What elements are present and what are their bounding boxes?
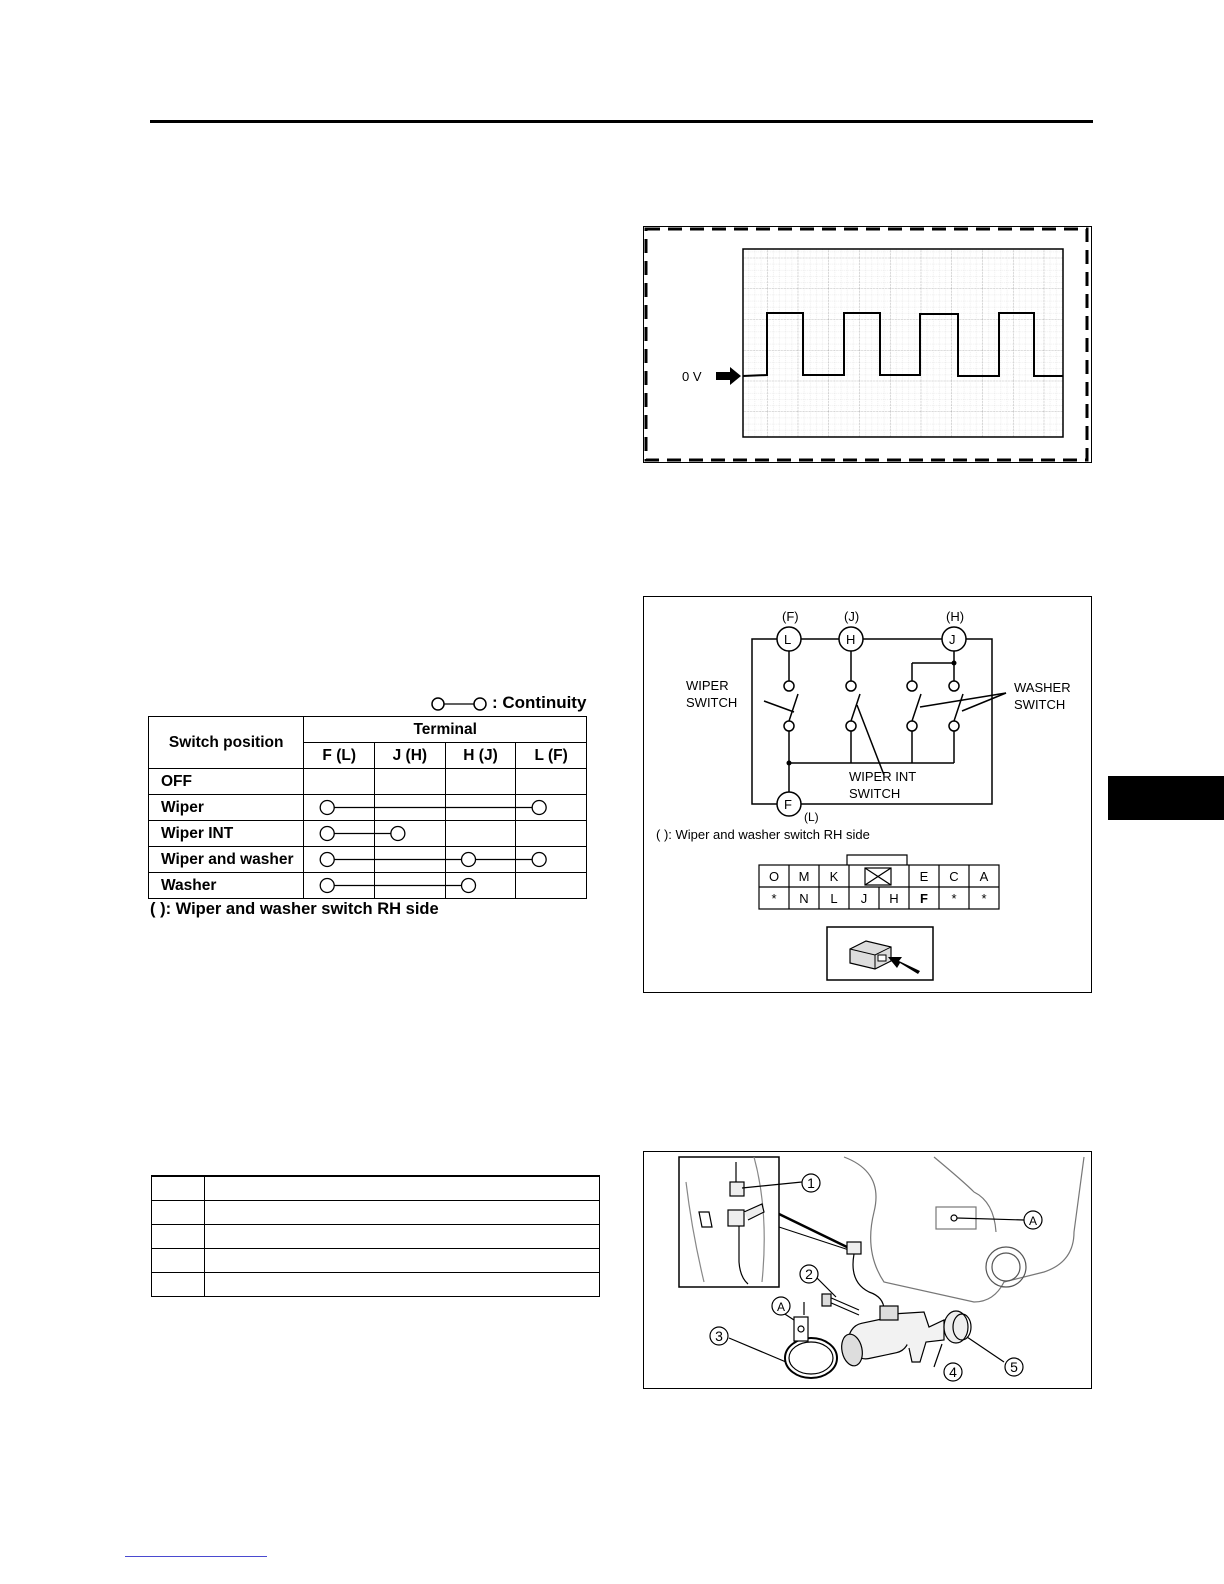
terminal-header: H (J) — [445, 743, 516, 769]
row-label: Washer — [149, 873, 304, 899]
pin-label: M — [798, 869, 810, 884]
washer-motor-svg — [644, 1152, 1091, 1388]
label-H-paren: (H) — [946, 609, 965, 624]
continuity-table — [148, 716, 587, 899]
label-J-paren: (J) — [844, 609, 860, 624]
pin-label: F — [920, 891, 928, 906]
continuity-legend — [430, 693, 586, 713]
pin-label: K — [829, 869, 839, 884]
pin-label: H — [889, 891, 899, 906]
terminal-header: F (L) — [304, 743, 375, 769]
callout-4: 4 — [949, 1364, 957, 1380]
pin-label: A — [979, 869, 989, 884]
pin-label: * — [981, 891, 987, 906]
pin-label: L — [830, 891, 838, 906]
header-switch-position: Switch position — [149, 717, 304, 769]
table-row — [149, 847, 587, 873]
switch-schematic-svg — [644, 597, 1091, 992]
terminal-header: J (H) — [375, 743, 446, 769]
label-L-paren: (L) — [804, 810, 819, 824]
wiper-int-label-1: WIPER INT — [849, 769, 917, 784]
continuity-note: ( ): Wiper and washer switch RH side — [150, 900, 439, 918]
continuity-symbol-icon — [430, 696, 492, 712]
oscilloscope-figure — [643, 226, 1092, 463]
pin-label: N — [799, 891, 809, 906]
callout-1: 1 — [807, 1175, 815, 1191]
table-row — [149, 769, 587, 795]
callout-3: 3 — [715, 1328, 723, 1344]
switch-schematic-figure — [643, 596, 1092, 993]
row-label: OFF — [149, 769, 304, 795]
washer-switch-label-2: SWITCH — [1014, 697, 1066, 712]
washer-motor-figure — [643, 1151, 1092, 1389]
connector-view-icon — [827, 927, 933, 980]
footer-link-underline[interactable] — [125, 1556, 267, 1557]
terminal-label-F: F — [784, 797, 792, 812]
connector-face — [759, 855, 999, 909]
terminal-label-J: J — [949, 632, 956, 647]
label-F-paren: (F) — [782, 609, 799, 624]
zero-volt-label: 0 V — [682, 369, 702, 384]
spec-table — [151, 1175, 600, 1297]
table-row — [152, 1225, 600, 1249]
wiper-int-label-2: SWITCH — [849, 786, 901, 801]
table-row — [149, 795, 587, 821]
pin-label: C — [949, 869, 959, 884]
header-terminal: Terminal — [304, 717, 587, 743]
terminal-label-L: L — [784, 632, 792, 647]
oscilloscope-svg — [644, 227, 1091, 462]
pin-label: J — [860, 891, 868, 906]
callout-A: A — [776, 1300, 786, 1314]
callout-5: 5 — [1010, 1359, 1018, 1375]
table-row — [152, 1273, 600, 1297]
terminal-label-H: H — [846, 632, 856, 647]
table-row — [149, 873, 587, 899]
washer-switch-label-1: WASHER — [1014, 680, 1071, 695]
row-label: Wiper and washer — [149, 847, 304, 873]
scope-grid — [743, 249, 1063, 437]
callout-A: A — [1028, 1214, 1038, 1228]
terminal-header: L (F) — [516, 743, 587, 769]
table-row — [152, 1249, 600, 1273]
pin-label: * — [771, 891, 777, 906]
table-row — [152, 1201, 600, 1225]
callout-2: 2 — [805, 1266, 813, 1282]
table-row — [152, 1176, 600, 1201]
wiper-switch-label-1: WIPER — [686, 678, 729, 693]
continuity-legend-text: : Continuity — [492, 693, 587, 712]
section-tab — [1108, 776, 1224, 820]
row-label: Wiper INT — [149, 821, 304, 847]
header-rule — [150, 120, 1093, 123]
pin-label: * — [951, 891, 957, 906]
table-row — [149, 821, 587, 847]
arrow-right-icon — [716, 367, 741, 385]
pin-label: E — [919, 869, 929, 884]
row-label: Wiper — [149, 795, 304, 821]
pin-label: O — [768, 869, 780, 884]
wiper-switch-label-2: SWITCH — [686, 695, 738, 710]
schematic-note: ( ): Wiper and washer switch RH side — [656, 827, 870, 842]
